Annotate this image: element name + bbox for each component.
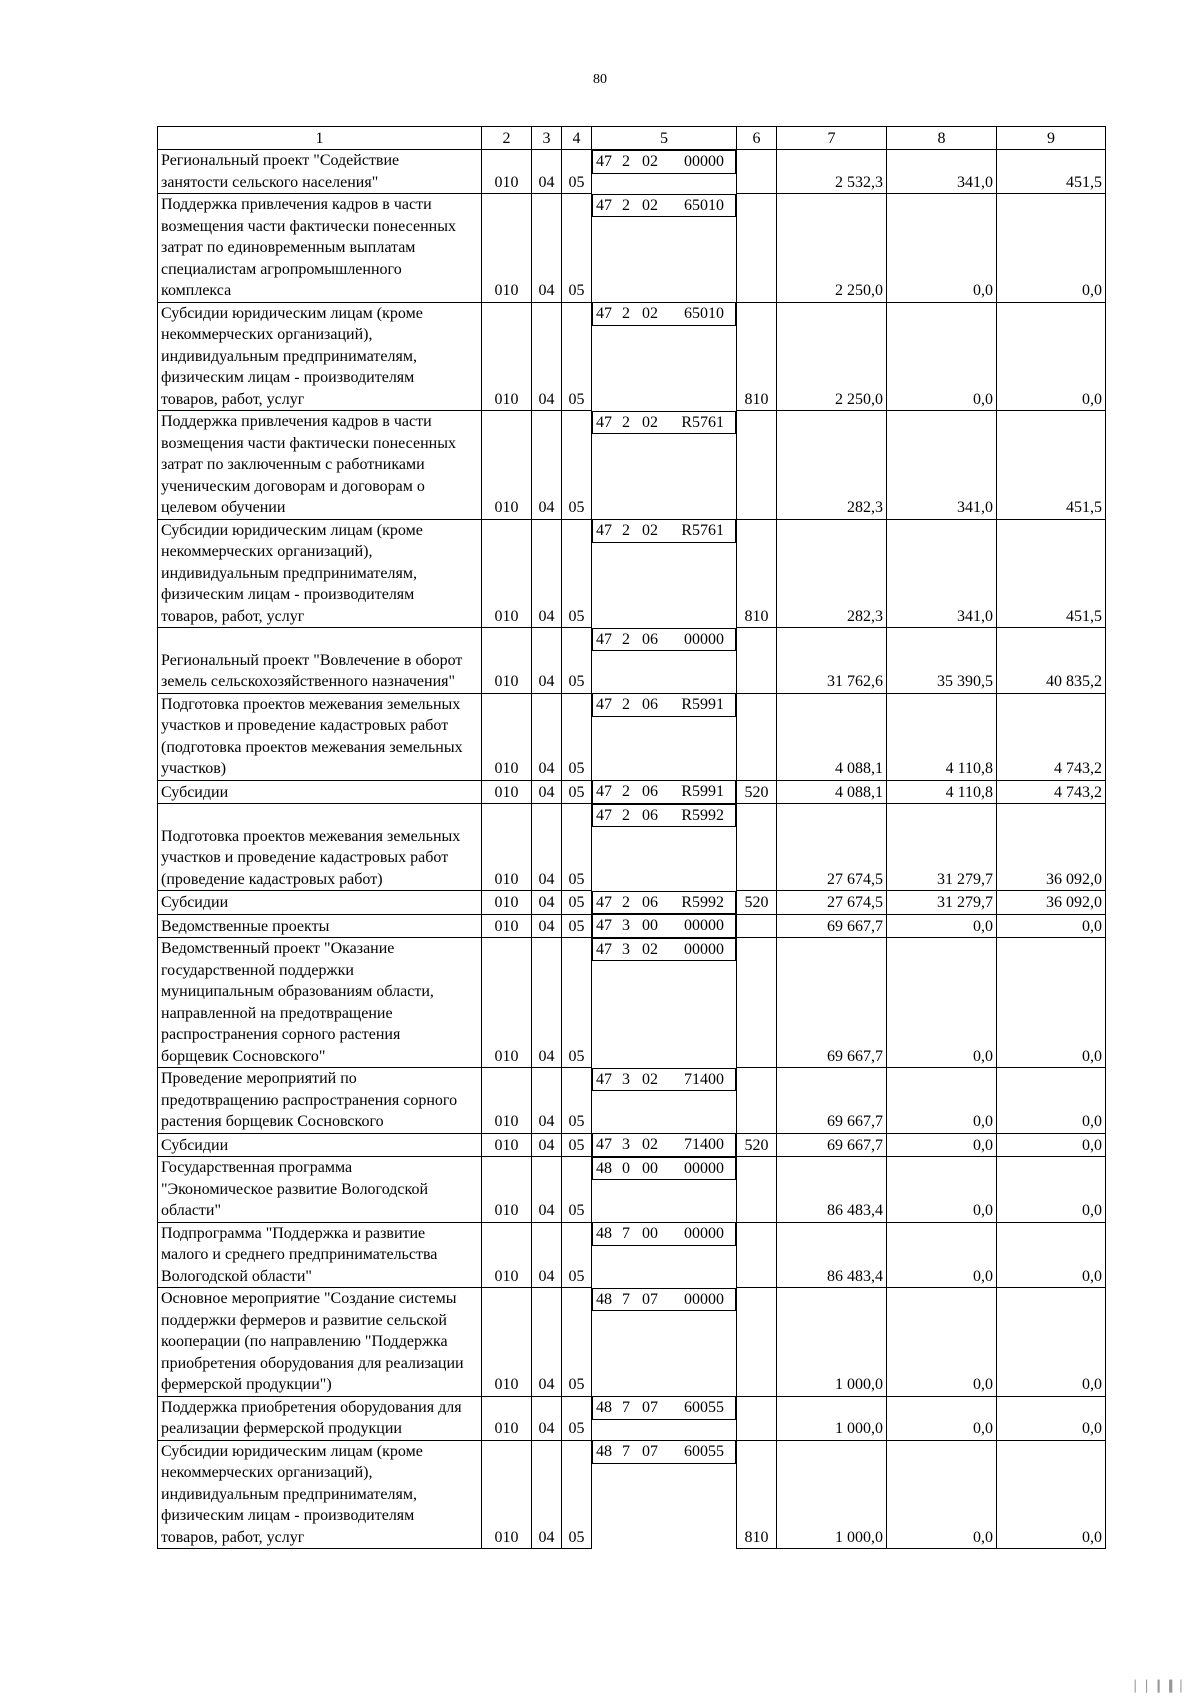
table-row: [158, 1396, 1106, 1440]
expense-code: R5761: [681, 522, 724, 539]
expense-code: 71400: [684, 1070, 724, 1088]
table-row: [158, 519, 1106, 628]
header-cell: 7: [777, 127, 887, 150]
expense-type-code: [737, 411, 777, 520]
program-code: 47: [596, 305, 612, 322]
expense-type-code: [737, 938, 777, 1068]
section-code: 04: [532, 891, 562, 915]
amount-year-1: 4 088,1: [777, 780, 887, 804]
subsection-code: 05: [562, 780, 592, 804]
expense-code: R5992: [681, 806, 724, 824]
program-code: 47: [596, 940, 612, 958]
expense-type-code: 520: [737, 1133, 777, 1157]
target-article-code: [592, 780, 736, 804]
direction-code: 2: [622, 696, 630, 713]
expense-type-code: 810: [737, 302, 777, 411]
target-article-code: [592, 1222, 736, 1246]
program-code: 47: [596, 806, 612, 824]
expense-code: 65010: [684, 196, 724, 214]
target-article-code: [592, 628, 736, 652]
subsection-code: 05: [562, 1222, 592, 1288]
subsection-code: 05: [562, 1157, 592, 1223]
amount-year-3: 451,5: [997, 411, 1106, 520]
program-code: 47: [596, 1136, 612, 1153]
subsection-code: 05: [562, 891, 592, 915]
admin-code: 010: [482, 1396, 532, 1440]
amount-year-2: 0,0: [887, 1222, 997, 1288]
expense-code: 00000: [684, 1225, 724, 1242]
target-article-code: [592, 411, 736, 435]
header-cell: 1: [158, 127, 482, 150]
row-description: Основное мероприятие "Создание системы поддержки фермеров и развитие сельской кооперации (по направлению "Поддержка приобретения оборудования для реализации фермерской продукции"): [158, 1288, 482, 1397]
program-code: 47: [596, 696, 612, 713]
row-description: Субсидии юридическим лицам (кроме некоммерческих организаций), индивидуальным предпринимателям, физическим лицам - производителям товаров, работ, услуг: [158, 302, 482, 411]
amount-year-1: 69 667,7: [777, 914, 887, 938]
program-code: 47: [596, 917, 612, 934]
table-row: [158, 1068, 1106, 1134]
program-code: 48: [596, 1443, 612, 1460]
expense-type-code: [737, 628, 777, 694]
amount-year-3: 0,0: [997, 1222, 1106, 1288]
table-row: [158, 938, 1106, 1068]
amount-year-3: 4 743,2: [997, 693, 1106, 780]
direction-code: 2: [622, 806, 630, 824]
header-cell: 6: [737, 127, 777, 150]
amount-year-1: 27 674,5: [777, 804, 887, 891]
scan-mark: ▏▏▎▍▏: [1134, 1681, 1192, 1693]
direction-code: 2: [622, 522, 630, 539]
section-code: 04: [532, 804, 562, 891]
program-code: 47: [596, 893, 612, 911]
section-code: 04: [532, 1133, 562, 1157]
amount-year-3: 0,0: [997, 938, 1106, 1068]
admin-code: 010: [482, 1288, 532, 1397]
section-code: 04: [532, 150, 562, 194]
amount-year-3: 0,0: [997, 1440, 1106, 1549]
amount-year-1: 86 483,4: [777, 1157, 887, 1223]
amount-year-1: 2 250,0: [777, 194, 887, 303]
group-code: 00: [642, 917, 658, 934]
direction-code: 2: [622, 783, 630, 800]
expense-code: R5991: [681, 696, 724, 713]
expense-type-code: [737, 1157, 777, 1223]
table-row: [158, 1288, 1106, 1397]
amount-year-3: 0,0: [997, 1396, 1106, 1440]
amount-year-1: 69 667,7: [777, 938, 887, 1068]
amount-year-2: 0,0: [887, 302, 997, 411]
amount-year-3: 4 743,2: [997, 780, 1106, 804]
admin-code: 010: [482, 780, 532, 804]
direction-code: 2: [622, 153, 630, 170]
header-cell: 3: [532, 127, 562, 150]
group-code: 02: [642, 1136, 658, 1153]
direction-code: 2: [622, 630, 630, 648]
subsection-code: 05: [562, 938, 592, 1068]
amount-year-2: 31 279,7: [887, 891, 997, 915]
program-code: 48: [596, 1159, 612, 1177]
row-description: Поддержка приобретения оборудования для реализации фермерской продукции: [158, 1396, 482, 1440]
group-code: 02: [642, 153, 658, 170]
row-description: Подготовка проектов межевания земельных участков и проведение кадастровых работ (проведение кадастровых работ): [158, 804, 482, 891]
expense-type-code: 810: [737, 1440, 777, 1549]
target-article-code: [592, 693, 736, 717]
amount-year-3: 0,0: [997, 1068, 1106, 1134]
header-row: [158, 127, 1106, 150]
subsection-code: 05: [562, 914, 592, 938]
row-description: Субсидии: [158, 1133, 482, 1157]
admin-code: 010: [482, 302, 532, 411]
amount-year-1: 2 532,3: [777, 150, 887, 194]
table-row: [158, 914, 1106, 938]
admin-code: 010: [482, 628, 532, 694]
expense-code: R5761: [681, 413, 724, 431]
expense-code: 00000: [684, 153, 724, 170]
target-article-code: [592, 804, 736, 828]
row-description: Подпрограмма "Поддержка и развитие малого и среднего предпринимательства Вологодской области": [158, 1222, 482, 1288]
group-code: 02: [642, 1070, 658, 1088]
row-description: Региональный проект "Вовлечение в оборот земель сельскохозяйственного назначения": [158, 628, 482, 694]
group-code: 02: [642, 522, 658, 539]
row-description: Субсидии юридическим лицам (кроме некоммерческих организаций), индивидуальным предпринимателям, физическим лицам - производителям товаров, работ, услуг: [158, 519, 482, 628]
admin-code: 010: [482, 1133, 532, 1157]
section-code: 04: [532, 1068, 562, 1134]
expense-type-code: [737, 914, 777, 938]
amount-year-3: 36 092,0: [997, 891, 1106, 915]
header-cell: 5: [592, 127, 737, 150]
amount-year-1: 27 674,5: [777, 891, 887, 915]
subsection-code: 05: [562, 693, 592, 780]
amount-year-2: 0,0: [887, 914, 997, 938]
amount-year-2: 341,0: [887, 150, 997, 194]
amount-year-1: 69 667,7: [777, 1133, 887, 1157]
section-code: 04: [532, 780, 562, 804]
direction-code: 2: [622, 305, 630, 322]
program-code: 47: [596, 196, 612, 214]
table-row: [158, 411, 1106, 520]
table-row: [158, 1440, 1106, 1549]
table-row: [158, 194, 1106, 303]
row-description: Поддержка привлечения кадров в части возмещения части фактически понесенных затрат по заключенным с работниками ученическим договорам и договорам о целевом обучении: [158, 411, 482, 520]
expense-type-code: [737, 1288, 777, 1397]
row-description: Поддержка привлечения кадров в части возмещения части фактически понесенных затрат по единовременным выплатам специалистам агропромышленного комплекса: [158, 194, 482, 303]
section-code: 04: [532, 914, 562, 938]
expense-code: 00000: [684, 940, 724, 958]
expense-type-code: 810: [737, 519, 777, 628]
table-row: [158, 1157, 1106, 1223]
section-code: 04: [532, 693, 562, 780]
amount-year-3: 451,5: [997, 150, 1106, 194]
table-row: [158, 1222, 1106, 1288]
admin-code: 010: [482, 693, 532, 780]
amount-year-2: 0,0: [887, 1288, 997, 1397]
amount-year-2: 31 279,7: [887, 804, 997, 891]
program-code: 47: [596, 783, 612, 800]
row-description: Региональный проект "Содействие занятости сельского населения": [158, 150, 482, 194]
expense-code: R5992: [681, 893, 724, 911]
subsection-code: 05: [562, 302, 592, 411]
direction-code: 3: [622, 1070, 630, 1088]
amount-year-1: 2 250,0: [777, 302, 887, 411]
amount-year-2: 4 110,8: [887, 693, 997, 780]
target-article-code: [592, 519, 736, 543]
table-row: [158, 891, 1106, 915]
amount-year-2: 35 390,5: [887, 628, 997, 694]
target-article-code: [592, 1133, 736, 1157]
section-code: 04: [532, 1440, 562, 1549]
admin-code: 010: [482, 1157, 532, 1223]
program-code: 47: [596, 522, 612, 539]
admin-code: 010: [482, 1068, 532, 1134]
row-description: Субсидии: [158, 780, 482, 804]
target-article-code: [592, 150, 736, 174]
target-article-code: [592, 1440, 736, 1464]
amount-year-3: 0,0: [997, 914, 1106, 938]
row-description: Проведение мероприятий по предотвращению распространения сорного растения борщевик Сосновского: [158, 1068, 482, 1134]
program-code: 48: [596, 1290, 612, 1308]
table-row: [158, 628, 1106, 694]
section-code: 04: [532, 1396, 562, 1440]
amount-year-1: 86 483,4: [777, 1222, 887, 1288]
amount-year-2: 0,0: [887, 1440, 997, 1549]
amount-year-2: 341,0: [887, 519, 997, 628]
expense-type-code: [737, 1068, 777, 1134]
table-row: [158, 1133, 1106, 1157]
expense-type-code: 520: [737, 891, 777, 915]
subsection-code: 05: [562, 1440, 592, 1549]
group-code: 02: [642, 305, 658, 322]
group-code: 07: [642, 1399, 658, 1416]
subsection-code: 05: [562, 1288, 592, 1397]
program-code: 47: [596, 413, 612, 431]
section-code: 04: [532, 1222, 562, 1288]
amount-year-2: 0,0: [887, 1396, 997, 1440]
amount-year-1: 1 000,0: [777, 1440, 887, 1549]
direction-code: 3: [622, 940, 630, 958]
page-number: 80: [593, 72, 607, 87]
amount-year-3: 36 092,0: [997, 804, 1106, 891]
expense-type-code: [737, 693, 777, 780]
table-row: [158, 302, 1106, 411]
subsection-code: 05: [562, 194, 592, 303]
group-code: 07: [642, 1290, 658, 1308]
group-code: 07: [642, 1443, 658, 1460]
target-article-code: [592, 1157, 736, 1181]
section-code: 04: [532, 411, 562, 520]
direction-code: 2: [622, 893, 630, 911]
amount-year-2: 4 110,8: [887, 780, 997, 804]
row-description: Субсидии: [158, 891, 482, 915]
amount-year-1: 1 000,0: [777, 1288, 887, 1397]
expense-code: 00000: [684, 917, 724, 934]
amount-year-2: 0,0: [887, 194, 997, 303]
amount-year-1: 4 088,1: [777, 693, 887, 780]
group-code: 02: [642, 940, 658, 958]
row-description: Субсидии юридическим лицам (кроме некоммерческих организаций), индивидуальным предпринимателям, физическим лицам - производителям товаров, работ, услуг: [158, 1440, 482, 1549]
direction-code: 7: [622, 1225, 630, 1242]
subsection-code: 05: [562, 1133, 592, 1157]
amount-year-1: 69 667,7: [777, 1068, 887, 1134]
amount-year-1: 282,3: [777, 519, 887, 628]
subsection-code: 05: [562, 519, 592, 628]
expense-code: 00000: [684, 630, 724, 648]
budget-table: [157, 126, 1106, 1549]
expense-code: 00000: [684, 1159, 724, 1177]
direction-code: 2: [622, 413, 630, 431]
admin-code: 010: [482, 891, 532, 915]
amount-year-2: 0,0: [887, 938, 997, 1068]
table-row: [158, 804, 1106, 891]
expense-type-code: [737, 804, 777, 891]
expense-code: 60055: [684, 1399, 724, 1416]
subsection-code: 05: [562, 411, 592, 520]
amount-year-2: 0,0: [887, 1157, 997, 1223]
section-code: 04: [532, 1157, 562, 1223]
header-cell: 4: [562, 127, 592, 150]
section-code: 04: [532, 302, 562, 411]
amount-year-2: 0,0: [887, 1133, 997, 1157]
admin-code: 010: [482, 914, 532, 938]
row-description: Государственная программа "Экономическое развитие Вологодской области": [158, 1157, 482, 1223]
direction-code: 2: [622, 196, 630, 214]
section-code: 04: [532, 938, 562, 1068]
amount-year-3: 0,0: [997, 1133, 1106, 1157]
direction-code: 0: [622, 1159, 630, 1177]
amount-year-3: 0,0: [997, 194, 1106, 303]
amount-year-3: 40 835,2: [997, 628, 1106, 694]
admin-code: 010: [482, 1222, 532, 1288]
amount-year-2: 0,0: [887, 1068, 997, 1134]
group-code: 06: [642, 783, 658, 800]
admin-code: 010: [482, 194, 532, 303]
admin-code: 010: [482, 519, 532, 628]
subsection-code: 05: [562, 1396, 592, 1440]
program-code: 47: [596, 1070, 612, 1088]
expense-type-code: 520: [737, 780, 777, 804]
amount-year-1: 1 000,0: [777, 1396, 887, 1440]
table-row: [158, 693, 1106, 780]
table-row: [158, 780, 1106, 804]
table-row: [158, 150, 1106, 194]
section-code: 04: [532, 519, 562, 628]
subsection-code: 05: [562, 804, 592, 891]
section-code: 04: [532, 194, 562, 303]
target-article-code: [592, 914, 736, 938]
amount-year-1: 282,3: [777, 411, 887, 520]
admin-code: 010: [482, 804, 532, 891]
amount-year-3: 0,0: [997, 302, 1106, 411]
admin-code: 010: [482, 411, 532, 520]
subsection-code: 05: [562, 150, 592, 194]
program-code: 47: [596, 153, 612, 170]
expense-type-code: [737, 1222, 777, 1288]
direction-code: 3: [622, 1136, 630, 1153]
direction-code: 3: [622, 917, 630, 934]
amount-year-3: 0,0: [997, 1288, 1106, 1397]
group-code: 06: [642, 696, 658, 713]
program-code: 48: [596, 1399, 612, 1416]
subsection-code: 05: [562, 1068, 592, 1134]
direction-code: 7: [622, 1290, 630, 1308]
section-code: 04: [532, 1288, 562, 1397]
expense-type-code: [737, 150, 777, 194]
expense-type-code: [737, 1396, 777, 1440]
header-cell: 9: [997, 127, 1106, 150]
amount-year-1: 31 762,6: [777, 628, 887, 694]
expense-code: 60055: [684, 1443, 724, 1460]
amount-year-2: 341,0: [887, 411, 997, 520]
group-code: 06: [642, 630, 658, 648]
admin-code: 010: [482, 1440, 532, 1549]
row-description: Ведомственные проекты: [158, 914, 482, 938]
expense-code: 00000: [684, 1290, 724, 1308]
target-article-code: [592, 1068, 736, 1092]
row-description: Подготовка проектов межевания земельных участков и проведение кадастровых работ (подготовка проектов межевания земельных участков): [158, 693, 482, 780]
expense-code: 65010: [684, 305, 724, 322]
expense-code: 71400: [684, 1136, 724, 1153]
target-article-code: [592, 1396, 736, 1420]
group-code: 00: [642, 1159, 658, 1177]
subsection-code: 05: [562, 628, 592, 694]
target-article-code: [592, 891, 736, 915]
header-cell: 2: [482, 127, 532, 150]
group-code: 02: [642, 413, 658, 431]
target-article-code: [592, 194, 736, 218]
group-code: 00: [642, 1225, 658, 1242]
amount-year-3: 451,5: [997, 519, 1106, 628]
program-code: 48: [596, 1225, 612, 1242]
group-code: 02: [642, 196, 658, 214]
program-code: 47: [596, 630, 612, 648]
admin-code: 010: [482, 150, 532, 194]
direction-code: 7: [622, 1399, 630, 1416]
expense-type-code: [737, 194, 777, 303]
direction-code: 7: [622, 1443, 630, 1460]
header-cell: 8: [887, 127, 997, 150]
admin-code: 010: [482, 938, 532, 1068]
expense-code: R5991: [681, 783, 724, 800]
target-article-code: [592, 1288, 736, 1312]
group-code: 06: [642, 893, 658, 911]
target-article-code: [592, 938, 736, 962]
row-description: Ведомственный проект "Оказание государственной поддержки муниципальным образованиям области, направленной на предотвращение распространения сорного растения борщевик Сосновского": [158, 938, 482, 1068]
target-article-code: [592, 302, 736, 326]
section-code: 04: [532, 628, 562, 694]
amount-year-3: 0,0: [997, 1157, 1106, 1223]
group-code: 06: [642, 806, 658, 824]
